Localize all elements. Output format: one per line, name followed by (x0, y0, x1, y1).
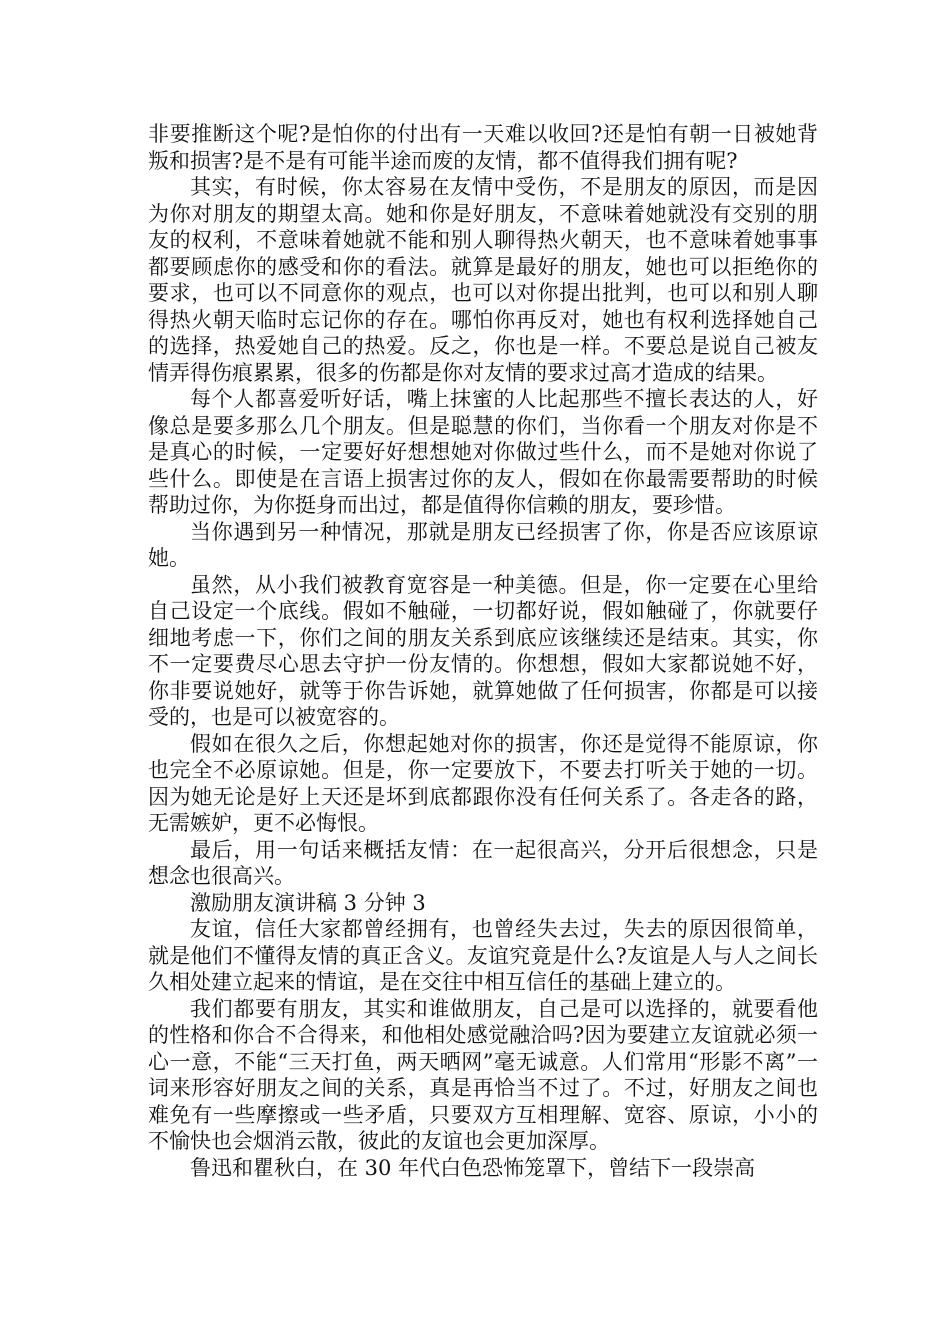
paragraph-let-go: 假如在很久之后，你想起她对你的损害，你还是觉得不能原谅，你也完全不必原谅她。但是，你一定要放下，不要去打听关于她的一切。因为她无论是好上天还是坏到底都跟你没有任何关系了。各走各的路，无需嫉妒，更不必悔恨。 (148, 731, 818, 835)
document-body (148, 121, 818, 1181)
paragraph-continuation: 非要推断这个呢?是怕你的付出有一天难以收回?还是怕有朝一日被她背叛和损害?是不是有可能半途而废的友情，都不值得我们拥有呢? (148, 122, 818, 173)
paragraph-bottom-line: 虽然，从小我们被教育宽容是一种美德。但是，你一定要在心里给自己设定一个底线。假如不触碰，一切都好说，假如触碰了，你就要仔细地考虑一下，你们之间的朋友关系到底应该继续还是结束。其实，你不一定要费尽心思去守护一份友情的。你想想，假如大家都说她不好，你非要说她好，就等于你告诉她，就算她做了任何损害，你都是可以接受的，也是可以被宽容的。 (148, 572, 818, 729)
paragraph-friendship-meaning: 友谊，信任大家都曾经拥有，也曾经失去过，失去的原因很简单，就是他们不懂得友情的真正含义。友谊究竟是什么?友谊是人与人之间长久相处建立起来的情谊，是在交往中相互信任的基础上建立的。 (148, 917, 818, 994)
paragraph-expectations: 其实，有时候，你太容易在友情中受伤，不是朋友的原因，而是因为你对朋友的期望太高。她和你是好朋友，不意味着她就没有交别的朋友的权利，不意味着她就不能和别人聊得热火朝天，也不意味着她事事都要顾虑你的感受和你的看法。就算是最好的朋友，她也可以拒绝你的要求，也可以不同意你的观点，也可以对你提出批判，也可以和别人聊得热火朝天临时忘记你的存在。哪怕你再反对，她也有权利选择她自己的选择，热爱她自己的热爱。反之，你也是一样。不要总是说自己被友情弄得伤痕累累，很多的伤都是你对友情的要求过高才造成的结果。 (148, 175, 818, 385)
paragraph-luxun: 鲁迅和瞿秋白，在 30 年代白色恐怖笼罩下，曾结下一段崇高 (190, 1155, 756, 1180)
paragraph-forgive-question: 当你遇到另一种情况，那就是朋友已经损害了你，你是否应该原谅她。 (148, 519, 818, 570)
paragraph-choose-friends: 我们都要有朋友，其实和谁做朋友，自己是可以选择的，就要看他的性格和你合不合得来，和他相处感觉融洽吗?因为要建立友谊就必须一心一意，不能“三天打鱼，两天晒网”毫无诚意。人们常用“形影不离”一词来形容好朋友之间的关系，真是再恰当不过了。不过，好朋友之间也难免有一些摩擦或一些矛盾，只要双方互相理解、宽容、原谅，小小的不愉快也会烟消云散，彼此的友谊也会更加深厚。 (148, 996, 818, 1153)
section-heading: 激励朋友演讲稿 3 分钟 3 (190, 890, 426, 915)
paragraph-sweet-words: 每个人都喜爱听好话，嘴上抹蜜的人比起那些不擅长表达的人，好像总是要多那么几个朋友。但是聪慧的你们，当你看一个朋友对你是不是真心的时候，一定要好好想想她对你做过些什么，而不是她对你说了些什么。即使是在言语上损害过你的友人，假如在你最需要帮助的时候帮助过你，为你挺身而出过，都是值得你信赖的朋友，要珍惜。 (148, 387, 818, 517)
paragraph-summary: 最后，用一句话来概括友情：在一起很高兴，分开后很想念，只是想念也很高兴。 (148, 837, 818, 888)
